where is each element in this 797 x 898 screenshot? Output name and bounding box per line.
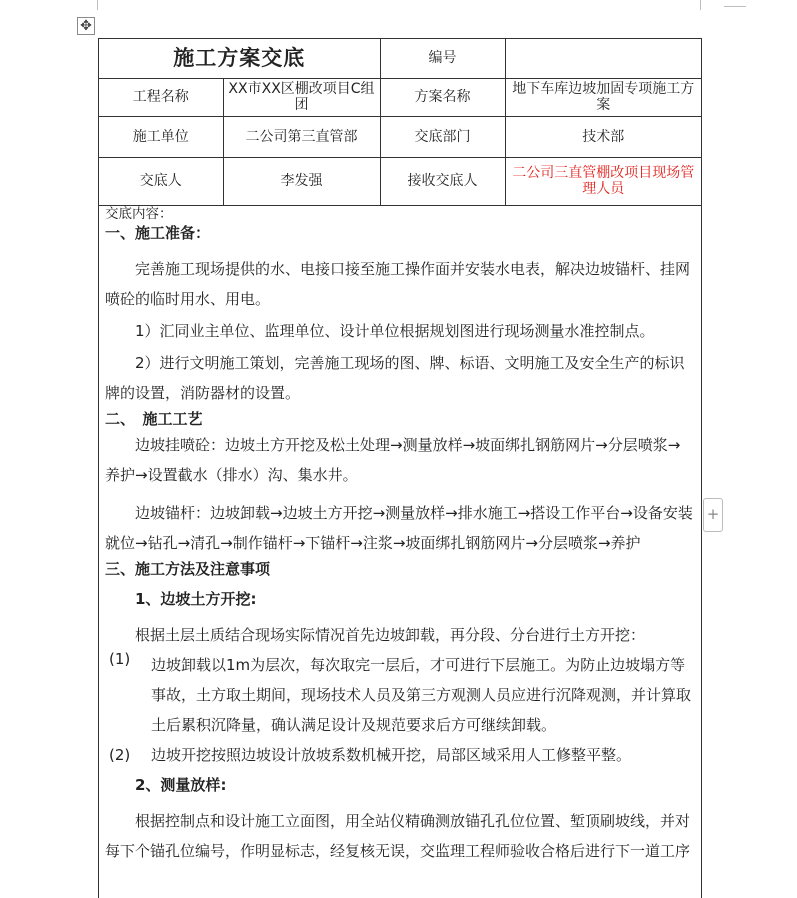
dept-label: 交底部门 bbox=[380, 116, 505, 157]
list-item-2-number: (2) bbox=[109, 745, 131, 764]
list-item-2 bbox=[105, 740, 695, 770]
unit-label: 施工单位 bbox=[99, 116, 223, 157]
section-3-subtitle-1: 1、边坡土方开挖: bbox=[135, 589, 257, 608]
content-area[interactable] bbox=[99, 206, 701, 866]
number-value[interactable] bbox=[505, 39, 701, 78]
section-3-subtitle-2: 2、测量放样: bbox=[135, 775, 227, 794]
crop-mark-top-left bbox=[97, 0, 98, 10]
list-item-1 bbox=[105, 650, 695, 740]
project-value[interactable]: XX市XX区棚改项目C组团 bbox=[223, 78, 380, 116]
add-row-handle[interactable] bbox=[703, 498, 723, 532]
section-1-title: 一、施工准备： bbox=[105, 223, 211, 242]
section-3-title: 三、施工方法及注意事项 bbox=[105, 559, 271, 578]
four-way-arrow-icon: ✥ bbox=[80, 18, 92, 34]
receiver-value[interactable]: 二公司三直管棚改项目现场管理人员 bbox=[505, 157, 701, 205]
receiver-label: 接收交底人 bbox=[380, 157, 505, 205]
plan-value[interactable]: 地下车库边坡加固专项施工方案 bbox=[505, 78, 701, 116]
list-item-1-text: 边坡卸载以1m为层次，每次取完一层后，才可进行下层施工。为防止边坡塌方等事故，土方取土期间，现场技术人员及第三方观测人员应进行沉降观测，并计算取土后累积沉降量，确认满足设计及规范要求后方可继续卸载。 bbox=[151, 655, 692, 734]
plan-label: 方案名称 bbox=[380, 78, 505, 116]
list-item-1-number: (1) bbox=[109, 649, 131, 668]
section-2-paragraph-1: 边坡挂喷砼：边坡土方开挖及松土处理→测量放样→坡面绑扎钢筋网片→分层喷浆→养护→设置截水（排水）沟、集水井。 bbox=[105, 435, 681, 484]
unit-value[interactable]: 二公司第三直管部 bbox=[223, 116, 380, 157]
project-label: 工程名称 bbox=[99, 78, 223, 116]
dept-value[interactable]: 技术部 bbox=[505, 116, 701, 157]
section-1-paragraph-2: 1）汇同业主单位、监理单位、设计单位根据规划图进行现场测量水准控制点。 bbox=[135, 321, 655, 340]
crop-mark-top-right bbox=[700, 0, 701, 10]
document-table bbox=[98, 38, 702, 898]
section-1-paragraph-3: 2）进行文明施工策划，完善施工现场的图、牌、标语、文明施工及安全生产的标识牌的设置，消防器材的设置。 bbox=[105, 353, 685, 402]
section-2-title: 二、 施工工艺 bbox=[105, 409, 203, 428]
list-item-2-text: 边坡开挖按照边坡设计放坡系数机械开挖，局部区域采用人工修整平整。 bbox=[151, 745, 632, 764]
number-label: 编号 bbox=[380, 39, 505, 78]
header-table bbox=[99, 39, 701, 206]
section-2-paragraph-2: 边坡锚杆：边坡卸载→边坡土方开挖→测量放样→排水施工→搭设工作平台→设备安装就位→钻孔→清孔→制作锚杆→下锚杆→注浆→坡面绑扎钢筋网片→分层喷浆→养护 bbox=[105, 503, 693, 552]
content-label: 交底内容： bbox=[105, 205, 173, 222]
section-1-paragraph-1: 完善施工现场提供的水、电接口接至施工操作面并安装水电表，解决边坡锚杆、挂网喷砼的临时用水、用电。 bbox=[105, 259, 691, 308]
presenter-value[interactable]: 李发强 bbox=[223, 157, 380, 205]
document-title: 施工方案交底 bbox=[99, 39, 380, 78]
section-3-paragraph-1: 根据土层土质结合现场实际情况首先边坡卸载，再分段、分台进行土方开挖： bbox=[135, 625, 646, 644]
crop-mark-right bbox=[724, 6, 746, 7]
table-move-handle[interactable] bbox=[77, 17, 95, 35]
section-3-paragraph-2: 根据控制点和设计施工立面图，用全站仪精确测放锚孔孔位位置、堑顶刷坡线，并对每下个锚孔位编号，作明显标志，经复核无误，交监理工程师验收合格后进行下一道工序 bbox=[105, 811, 691, 860]
plus-icon: + bbox=[706, 505, 720, 523]
presenter-label: 交底人 bbox=[99, 157, 223, 205]
